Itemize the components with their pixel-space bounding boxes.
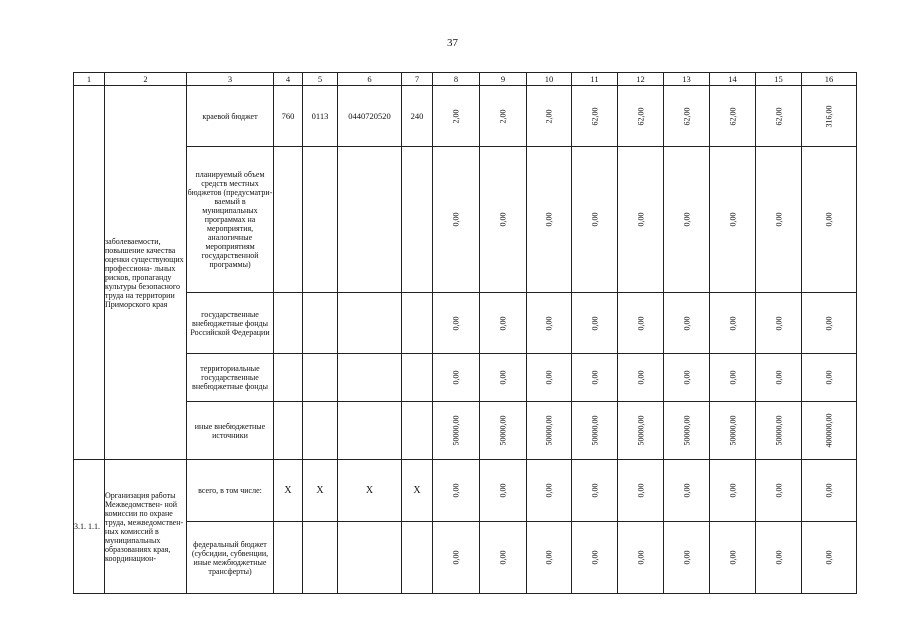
budget-table	[73, 72, 857, 594]
amount-cell	[756, 402, 802, 460]
column-header: 6	[338, 73, 402, 86]
amount-cell	[433, 354, 480, 402]
amount-cell	[480, 147, 527, 293]
cell-value: 50000,00	[544, 415, 554, 446]
amount-cell	[527, 402, 572, 460]
amount-cell	[710, 147, 756, 293]
cell-value: 0,00	[728, 483, 737, 498]
amount-cell	[618, 147, 664, 293]
column-header: 13	[664, 73, 710, 86]
amount-cell	[480, 293, 527, 354]
cell-value: 316,00	[824, 105, 834, 127]
column-header: 4	[274, 73, 303, 86]
amount-cell	[572, 293, 618, 354]
amount-cell	[756, 293, 802, 354]
cell-value: 0,00	[636, 316, 645, 330]
cell-value: 0,00	[451, 212, 461, 227]
amount-cell	[664, 354, 710, 402]
amount-cell	[756, 522, 802, 594]
header-row	[74, 73, 857, 86]
amount-cell	[802, 460, 857, 522]
amount-cell	[527, 293, 572, 354]
code-cell: 760	[274, 86, 303, 147]
amount-cell	[572, 147, 618, 293]
cell-value: 0,00	[636, 370, 645, 385]
code-cell	[402, 522, 433, 594]
cell-value: 2,00	[544, 109, 554, 123]
column-header: 11	[572, 73, 618, 86]
amount-cell	[802, 522, 857, 594]
amount-cell	[710, 522, 756, 594]
cell-value: 0,00	[682, 550, 691, 565]
cell-value: 62,00	[636, 107, 645, 125]
cell-value: 0,00	[824, 212, 834, 227]
column-header: 16	[802, 73, 857, 86]
code-cell: X	[402, 460, 433, 522]
table-row	[74, 147, 857, 293]
source-label: территориальные государственные внебюджетные фонды	[187, 354, 274, 402]
cell-value: 0,00	[824, 316, 834, 330]
cell-value: 0,00	[498, 212, 508, 227]
amount-cell	[527, 147, 572, 293]
cell-value: 400000,00	[824, 413, 834, 448]
cell-value: 0,00	[774, 370, 783, 385]
cell-value: 2,00	[498, 109, 508, 123]
amount-cell	[802, 86, 857, 147]
cell-value: 0,00	[590, 550, 599, 565]
cell-value: 62,00	[728, 107, 737, 125]
code-cell	[303, 402, 338, 460]
cell-value: 0,00	[728, 316, 737, 330]
cell-value: 0,00	[636, 550, 645, 565]
amount-cell	[756, 86, 802, 147]
amount-cell	[527, 460, 572, 522]
cell-value: 62,00	[590, 107, 599, 125]
code-cell	[274, 147, 303, 293]
cell-value: 50000,00	[498, 415, 508, 446]
code-cell	[338, 147, 402, 293]
table-row	[74, 402, 857, 460]
cell-value: 0,00	[451, 370, 461, 385]
amount-cell	[572, 402, 618, 460]
cell-value: 50000,00	[451, 415, 461, 446]
amount-cell	[802, 402, 857, 460]
amount-cell	[618, 522, 664, 594]
column-header: 14	[710, 73, 756, 86]
amount-cell	[572, 354, 618, 402]
cell-value: 0,00	[682, 483, 691, 498]
cell-value: 0,00	[544, 483, 554, 498]
column-header: 15	[756, 73, 802, 86]
amount-cell	[433, 402, 480, 460]
cell-value: 0,00	[774, 212, 783, 227]
code-cell: 0113	[303, 86, 338, 147]
table-row	[74, 354, 857, 402]
cell-value: 0,00	[590, 370, 599, 385]
cell-value: 0,00	[590, 212, 599, 227]
amount-cell	[756, 147, 802, 293]
item-number: 3.1. 1.1.	[74, 460, 105, 594]
cell-value: 0,00	[544, 212, 554, 227]
amount-cell	[802, 354, 857, 402]
amount-cell	[756, 460, 802, 522]
amount-cell	[664, 460, 710, 522]
cell-value: 0,00	[498, 483, 508, 498]
code-cell	[274, 354, 303, 402]
code-cell	[338, 402, 402, 460]
source-label: всего, в том числе:	[187, 460, 274, 522]
amount-cell	[433, 147, 480, 293]
amount-cell	[710, 354, 756, 402]
column-header: 1	[74, 73, 105, 86]
amount-cell	[480, 354, 527, 402]
amount-cell	[618, 460, 664, 522]
code-cell	[303, 522, 338, 594]
column-header: 3	[187, 73, 274, 86]
item-name: заболеваемости, повышение качества оценки существующих профессиона- льных рисков, пропаганду культуры безопасного труда на территории Приморского края	[105, 86, 187, 460]
cell-value: 0,00	[728, 212, 737, 227]
amount-cell	[433, 86, 480, 147]
cell-value: 0,00	[824, 370, 834, 385]
code-cell	[274, 293, 303, 354]
code-cell	[338, 354, 402, 402]
cell-value: 0,00	[544, 370, 554, 385]
code-cell	[338, 293, 402, 354]
amount-cell	[433, 293, 480, 354]
amount-cell	[710, 293, 756, 354]
amount-cell	[664, 293, 710, 354]
item-number	[74, 86, 105, 460]
cell-value: 0,00	[728, 370, 737, 385]
amount-cell	[618, 86, 664, 147]
source-label: краевой бюджет	[187, 86, 274, 147]
code-cell: X	[274, 460, 303, 522]
source-label: федеральный бюджет (субсидии, субвенции, иные межбюджетные трансферты)	[187, 522, 274, 594]
amount-cell	[572, 460, 618, 522]
amount-cell	[433, 522, 480, 594]
amount-cell	[802, 293, 857, 354]
code-cell	[303, 293, 338, 354]
cell-value: 0,00	[682, 370, 691, 385]
cell-value: 0,00	[590, 316, 599, 330]
amount-cell	[664, 402, 710, 460]
page-number: 37	[447, 37, 458, 49]
column-header: 2	[105, 73, 187, 86]
cell-value: 0,00	[451, 316, 461, 330]
cell-value: 2,00	[451, 109, 461, 123]
code-cell	[402, 293, 433, 354]
amount-cell	[572, 522, 618, 594]
code-cell	[303, 354, 338, 402]
cell-value: 62,00	[774, 107, 783, 125]
amount-cell	[710, 86, 756, 147]
cell-value: 0,00	[451, 550, 461, 565]
source-label: иные внебюджетные источники	[187, 402, 274, 460]
amount-cell	[480, 460, 527, 522]
table-row	[74, 460, 857, 522]
amount-cell	[710, 402, 756, 460]
cell-value: 0,00	[590, 483, 599, 498]
amount-cell	[664, 147, 710, 293]
amount-cell	[527, 522, 572, 594]
cell-value: 50000,00	[774, 415, 783, 446]
column-header: 9	[480, 73, 527, 86]
amount-cell	[480, 86, 527, 147]
source-label: планируемый объем средств местных бюджетов (предусматри- ваемый в муниципальных программах на мероприятия, аналогичные мероприятиям государственной программы)	[187, 147, 274, 293]
code-cell: X	[338, 460, 402, 522]
amount-cell	[618, 402, 664, 460]
item-name: Организация работы Межведомствен- ной комиссии по охране труда, межведомствен- ных комиссий в муниципальных образованиях края, координацион-	[105, 460, 187, 594]
cell-value: 0,00	[728, 550, 737, 565]
cell-value: 0,00	[774, 316, 783, 330]
code-cell: X	[303, 460, 338, 522]
cell-value: 0,00	[498, 370, 508, 385]
table-row	[74, 86, 857, 147]
code-cell	[338, 522, 402, 594]
cell-value: 0,00	[824, 483, 834, 498]
cell-value: 0,00	[824, 550, 834, 565]
table-row	[74, 293, 857, 354]
cell-value: 50000,00	[636, 415, 645, 446]
cell-value: 0,00	[498, 316, 508, 330]
column-header: 5	[303, 73, 338, 86]
code-cell: 0440720520	[338, 86, 402, 147]
amount-cell	[433, 460, 480, 522]
amount-cell	[618, 354, 664, 402]
column-header: 10	[527, 73, 572, 86]
cell-value: 0,00	[544, 550, 554, 565]
cell-value: 0,00	[682, 316, 691, 330]
column-header: 7	[402, 73, 433, 86]
amount-cell	[480, 402, 527, 460]
amount-cell	[802, 147, 857, 293]
code-cell	[274, 522, 303, 594]
cell-value: 0,00	[498, 550, 508, 565]
column-header: 8	[433, 73, 480, 86]
cell-value: 50000,00	[590, 415, 599, 446]
cell-value: 0,00	[774, 483, 783, 498]
cell-value: 62,00	[682, 107, 691, 125]
code-cell	[402, 402, 433, 460]
amount-cell	[618, 293, 664, 354]
amount-cell	[664, 522, 710, 594]
cell-value: 50000,00	[682, 415, 691, 446]
table-row	[74, 522, 857, 594]
amount-cell	[527, 354, 572, 402]
code-cell: 240	[402, 86, 433, 147]
column-header: 12	[618, 73, 664, 86]
amount-cell	[527, 86, 572, 147]
code-cell	[402, 354, 433, 402]
cell-value: 50000,00	[728, 415, 737, 446]
amount-cell	[664, 86, 710, 147]
amount-cell	[480, 522, 527, 594]
source-label: государственные внебюджетные фонды Российской Федерации	[187, 293, 274, 354]
cell-value: 0,00	[682, 212, 691, 227]
code-cell	[274, 402, 303, 460]
cell-value: 0,00	[636, 212, 645, 227]
cell-value: 0,00	[544, 316, 554, 330]
amount-cell	[756, 354, 802, 402]
amount-cell	[710, 460, 756, 522]
code-cell	[303, 147, 338, 293]
code-cell	[402, 147, 433, 293]
cell-value: 0,00	[451, 483, 461, 498]
cell-value: 0,00	[774, 550, 783, 565]
amount-cell	[572, 86, 618, 147]
cell-value: 0,00	[636, 483, 645, 498]
